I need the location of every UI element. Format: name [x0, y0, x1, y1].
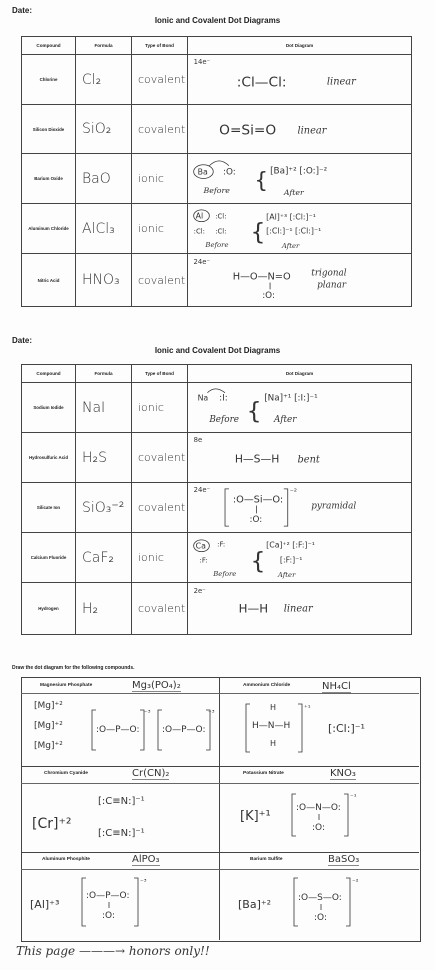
formula: BaSO₃ — [328, 854, 360, 865]
dot-diagram — [220, 784, 418, 851]
ion-charge: ⁻² — [289, 486, 297, 496]
atom-before: Ba — [197, 167, 208, 177]
right-bracket — [284, 489, 288, 526]
cation: [Mg]⁺² — [34, 701, 63, 711]
compound-name: Chlorine — [22, 55, 76, 105]
atom-before: Na — [197, 393, 209, 403]
cation: [Ba]⁺² — [238, 898, 272, 911]
compound-name: Sodium Iodide — [22, 383, 76, 433]
formula: Cl₂ — [76, 55, 132, 105]
header-dot-diagram: Dot Diagram — [188, 365, 412, 383]
anion: :O—N—O: — [296, 803, 341, 813]
table-row — [22, 254, 412, 307]
header-formula: Formula — [76, 365, 132, 383]
compound-label: Aluminum Phosphite — [42, 857, 90, 862]
molecular-shape: linear — [283, 603, 313, 615]
right-bracket — [298, 704, 302, 752]
dot-diagram — [188, 204, 412, 254]
atom-before: :Cl: — [193, 227, 205, 236]
bond-type: covalent — [132, 433, 188, 483]
after-structure: [Na]⁺¹ [:I:]⁻¹ — [264, 393, 318, 404]
after-structure: [Ba]⁺² [:O:]⁻² — [270, 166, 328, 177]
before-label: Before — [213, 570, 237, 579]
compound-label: Ammonium Chloride — [243, 683, 291, 688]
anion-charge: ⁻¹ — [350, 793, 357, 801]
table-row — [22, 105, 412, 154]
dot-diagram — [188, 154, 412, 204]
before-label: Before — [205, 241, 229, 250]
formula: AlCl₃ — [76, 204, 132, 254]
header-compound: Compound — [22, 365, 76, 383]
molecular-shape: linear — [326, 76, 356, 88]
divider — [21, 852, 419, 853]
formula: CaF₂ — [76, 533, 132, 583]
formula: SiO₃⁻² — [76, 483, 132, 533]
lewis-structure: H—S—H — [234, 452, 280, 466]
atom-before: :I: — [219, 393, 228, 404]
formula: KNO₃ — [330, 768, 356, 779]
atom-before: :O: — [223, 167, 236, 178]
electron-count: 24e⁻ — [193, 485, 211, 494]
anion: [:C≡N:]⁻¹ — [98, 828, 145, 839]
bond-type: ionic — [132, 533, 188, 583]
compound-name: Nitric Acid — [22, 254, 76, 307]
formula: NaI — [76, 383, 132, 433]
compound-name: Hydrosulfuric Acid — [22, 433, 76, 483]
formula: AlPO₃ — [132, 854, 160, 865]
atom-row: H—N—H — [252, 721, 291, 731]
electron-count: 2e⁻ — [193, 586, 206, 595]
page-title: Ionic and Covalent Dot Diagrams — [154, 16, 281, 25]
bond-type: ionic — [132, 383, 188, 433]
bond-type: covalent — [132, 583, 188, 635]
cation: [K]⁺¹ — [240, 809, 271, 824]
atom-before: Al — [195, 211, 204, 221]
formula: H₂S — [76, 433, 132, 483]
anion: [:Cl:]⁻¹ — [328, 722, 365, 735]
compound-label: Magnesium Phosphate — [40, 683, 93, 688]
anion: :O—P—O: — [162, 725, 206, 735]
after-label: After — [274, 415, 297, 426]
right-bracket — [346, 878, 350, 926]
left-bracket — [225, 489, 229, 526]
divider — [21, 766, 419, 767]
cation: [Al]⁺³ — [30, 898, 60, 911]
formula: Mg₃(PO₄)₂ — [132, 680, 181, 691]
atom-before: :Cl: — [215, 212, 227, 221]
atom-before: :Cl: — [215, 227, 227, 236]
bond-type: covalent — [132, 105, 188, 154]
anion-charge: ⁻³ — [140, 878, 147, 886]
table-row — [22, 533, 412, 583]
formula: Cr(CN)₂ — [132, 768, 170, 779]
atom-before: :F: — [217, 540, 226, 549]
anion-charge: ⁻³ — [208, 709, 215, 717]
anion: :O—S—O: — [298, 893, 342, 903]
dot-diagram — [22, 694, 218, 765]
after-label: After — [283, 188, 304, 198]
atom: H — [270, 703, 277, 712]
electron-count: 8e — [193, 435, 203, 444]
after-structure: [Ca]⁺² [:F:]⁻¹ — [266, 540, 315, 550]
cation: [Cr]⁺² — [32, 816, 72, 832]
molecular-shape: trigonal — [311, 268, 347, 279]
anion-charge: ⁻³ — [144, 709, 151, 717]
electron-count: 14e⁻ — [193, 57, 211, 66]
header-bond-type: Type of Bond — [132, 37, 188, 55]
anion: [:C≡N:]⁻¹ — [98, 796, 145, 807]
compound-name: Hydrogen — [22, 583, 76, 635]
compound-name: Aluminum Chloride — [22, 204, 76, 254]
table-row — [22, 55, 412, 105]
compound-name: Silicon Dioxide — [22, 105, 76, 154]
brace: { — [246, 396, 262, 425]
after-structure: [:F:]⁻¹ — [279, 555, 303, 565]
left-bracket — [82, 878, 86, 926]
table-row — [22, 583, 412, 635]
right-bracket — [134, 878, 138, 926]
lewis-structure: :O—Si—O: — [232, 494, 284, 506]
header-compound: Compound — [22, 37, 76, 55]
dot-diagram — [188, 105, 412, 154]
before-label: Before — [209, 415, 240, 426]
electron-count: 24e⁻ — [193, 257, 211, 266]
date-label: Date: — [12, 336, 33, 345]
lewis-structure: O=Si=O — [219, 122, 277, 139]
bottom-atom: :O: — [102, 911, 115, 921]
compound-label: Chromium Cyanide — [44, 771, 88, 776]
molecular-shape: planar — [317, 280, 347, 291]
transfer-arrow — [207, 389, 225, 393]
right-bracket — [344, 794, 348, 836]
lewis-structure: :Cl—Cl: — [236, 74, 287, 91]
compound-label: Barium Sulfite — [250, 857, 283, 862]
dot-diagram — [188, 583, 412, 635]
lewis-structure: H—H — [238, 601, 269, 616]
date-label: Date: — [12, 6, 33, 15]
table-row — [22, 483, 412, 533]
dot-diagram — [188, 55, 412, 105]
transfer-arrow — [209, 161, 229, 166]
atom-before: Ca — [195, 541, 206, 551]
compound-name: Silicate Ion — [22, 483, 76, 533]
dot-diagram — [188, 433, 412, 483]
dot-diagram — [188, 383, 412, 433]
bond-type: covalent — [132, 483, 188, 533]
anion: :O—P—O: — [86, 891, 130, 901]
footer-note: This page ———→ honors only!! — [16, 944, 210, 958]
dot-diagram — [188, 533, 412, 583]
header-bond-type: Type of Bond — [132, 365, 188, 383]
formula: BaO — [76, 154, 132, 204]
dot-diagram-table-1 — [21, 36, 412, 307]
brace: { — [254, 168, 269, 194]
header-formula: Formula — [76, 37, 132, 55]
formula: HNO₃ — [76, 254, 132, 307]
bond-type: covalent — [132, 254, 188, 307]
bottom-atom: :O: — [312, 823, 325, 833]
cation: [Mg]⁺² — [34, 741, 63, 751]
left-bracket — [292, 794, 296, 836]
lewis-structure: H—O—N=O — [232, 271, 291, 283]
compound-name: Barium Oxide — [22, 154, 76, 204]
formula: NH₄Cl — [322, 681, 351, 692]
bond-type: ionic — [132, 204, 188, 254]
bottom-atom: :O: — [314, 913, 327, 923]
anion: :O—P—O: — [96, 725, 140, 735]
table-row — [22, 204, 412, 254]
formula: H₂ — [76, 583, 132, 635]
after-label: After — [281, 242, 300, 251]
bottom-atom: :O: — [262, 291, 275, 302]
brace: { — [250, 546, 266, 575]
bottom-atom: :O: — [249, 515, 263, 526]
compound-name: Calcium Fluoride — [22, 533, 76, 583]
table-row — [22, 383, 412, 433]
bond-type: ionic — [132, 154, 188, 204]
dot-diagram — [188, 483, 412, 533]
molecular-shape: pyramidal — [311, 501, 357, 512]
instruction-text: Draw the dot diagram for the following compounds. — [12, 665, 135, 671]
left-bracket — [246, 704, 250, 752]
compound-label: Potassium Nitrate — [243, 771, 284, 776]
before-label: Before — [203, 186, 230, 196]
table-row — [22, 154, 412, 204]
cation-charge: ⁺¹ — [304, 704, 311, 712]
atom: H — [270, 739, 277, 748]
brace: { — [250, 217, 266, 246]
dot-diagram — [220, 694, 418, 765]
bond-type: covalent — [132, 55, 188, 105]
after-structure: [:Cl:]⁻¹ [:Cl:]⁻¹ — [266, 226, 322, 236]
dot-diagram — [188, 254, 412, 307]
dot-diagram — [22, 870, 218, 939]
anion-charge: ⁻² — [352, 878, 359, 886]
molecular-shape: bent — [297, 454, 320, 466]
molecular-shape: linear — [297, 125, 327, 137]
atom-before: :F: — [199, 556, 208, 565]
dot-diagram-table-2 — [21, 364, 412, 635]
dot-diagram — [22, 784, 218, 851]
cation: [Mg]⁺² — [34, 721, 63, 731]
table-row — [22, 433, 412, 483]
page-title: Ionic and Covalent Dot Diagrams — [154, 346, 281, 355]
formula: SiO₂ — [76, 105, 132, 154]
header-dot-diagram: Dot Diagram — [188, 37, 412, 55]
after-structure: [Al]⁺³ [:Cl:]⁻¹ — [266, 212, 316, 222]
dot-diagram — [220, 870, 418, 939]
after-label: After — [277, 571, 296, 580]
